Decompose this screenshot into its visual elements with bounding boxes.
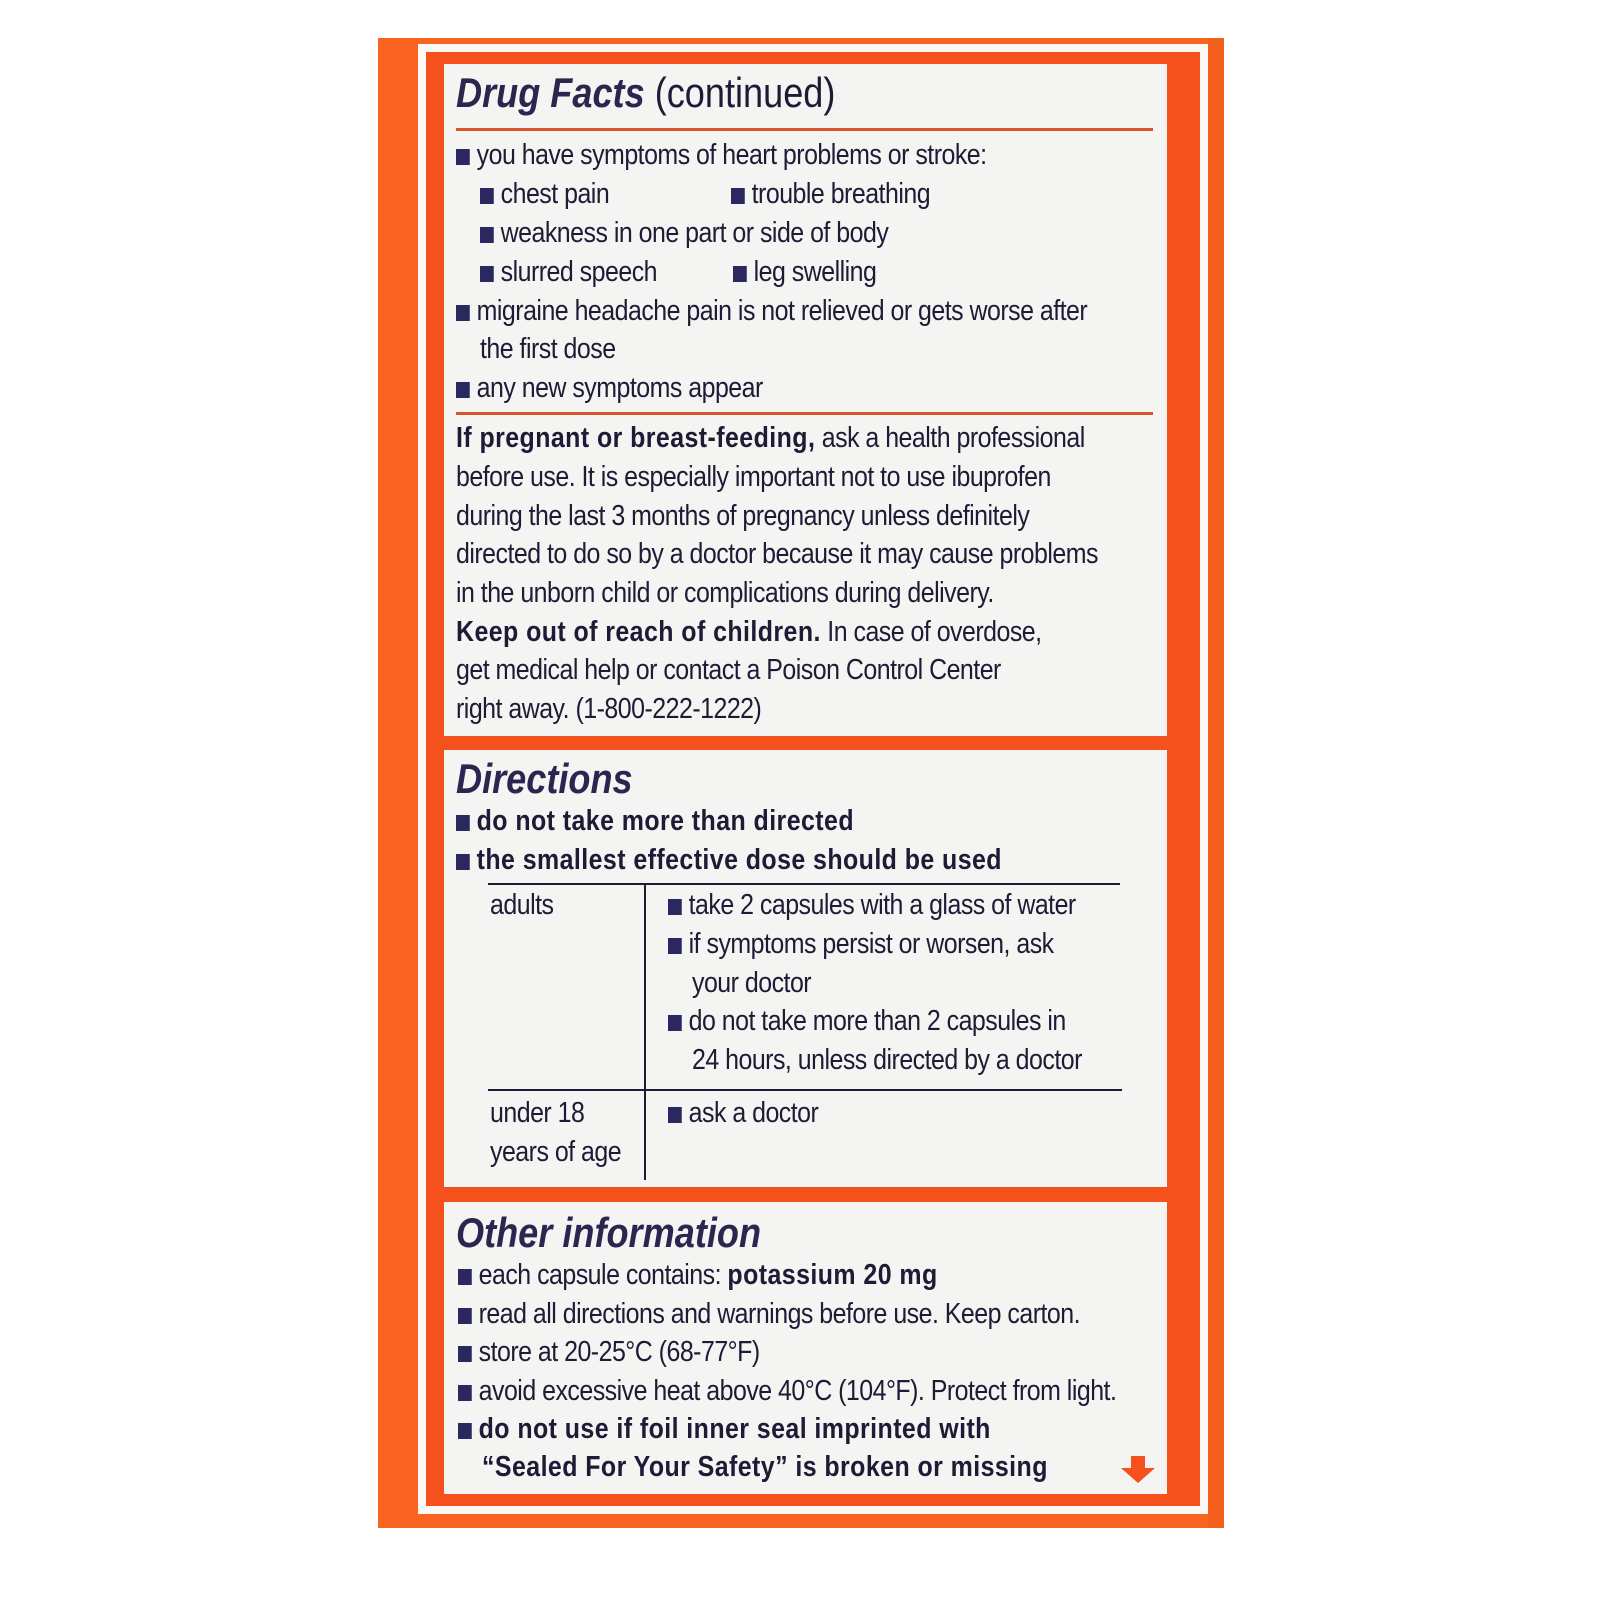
warning-item: you have symptoms of heart problems or stroke: [456,136,987,175]
keep-out-line: get medical help or contact a Poison Control Center [456,654,1001,686]
drug-facts-frame [426,52,1200,1506]
page-title [456,68,835,118]
square-bullet-icon [456,149,470,165]
square-bullet-icon [458,1346,472,1362]
warning-item-continued: the first dose [480,333,616,365]
warning-subitem: weakness in one part or side of body [480,214,888,253]
square-bullet-icon [458,1308,472,1324]
dosage-row-label-adults: adults [490,889,554,921]
warnings-panel [444,64,1167,736]
square-bullet-icon [668,899,682,915]
dosage-item: do not take more than 2 capsules in [668,1002,1066,1041]
other-info-item: each capsule contains: potassium 20 mg [458,1256,938,1295]
warning-subitem: leg swelling [733,253,876,292]
down-arrow-icon [1120,1456,1156,1484]
other-info-item: avoid excessive heat above 40°C (104°F). Protect from light. [458,1372,1116,1411]
title-drug-facts: Drug Facts [456,69,645,116]
keep-out-warning: Keep out of reach of children. In case of overdose, [456,616,1042,648]
square-bullet-icon [456,815,470,831]
square-bullet-icon [456,305,470,321]
square-bullet-icon [456,382,470,398]
table-column-divider [644,883,646,1180]
pregnancy-warning: If pregnant or breast-feeding, ask a health professional [456,422,1085,454]
square-bullet-icon [458,1385,472,1401]
other-info-item: read all directions and warnings before use. Keep carton. [458,1295,1080,1334]
other-information-title: Other information [456,1209,762,1256]
square-bullet-icon [480,227,494,243]
square-bullet-icon [480,266,494,282]
warning-item: any new symptoms appear [456,369,763,408]
dosage-item-continued: 24 hours, unless directed by a doctor [692,1044,1082,1076]
warning-subitem: trouble breathing [731,175,930,214]
square-bullet-icon [668,938,682,954]
square-bullet-icon [731,188,745,204]
square-bullet-icon [668,1015,682,1031]
pregnancy-line: in the unborn child or complications during delivery. [456,577,994,609]
table-row-divider [488,1089,1122,1091]
dosage-item: take 2 capsules with a glass of water [668,886,1076,925]
other-info-item-seal-warning: do not use if foil inner seal imprinted with [458,1410,991,1449]
table-top-rule [488,883,1120,885]
drug-facts-carton [378,38,1224,1528]
pregnancy-line: before use. It is especially important not to use ibuprofen [456,461,1051,493]
square-bullet-icon [458,1423,472,1439]
direction-bullet: do not take more than directed [456,802,854,841]
poison-control-phone: right away. (1-800-222-1222) [456,693,762,725]
square-bullet-icon [668,1107,682,1123]
pregnancy-line: during the last 3 months of pregnancy unless definitely [456,500,1030,532]
title-continued: (continued) [654,69,836,116]
other-info-item: store at 20-25°C (68-77°F) [458,1333,760,1372]
square-bullet-icon [458,1269,472,1285]
dosage-item: ask a doctor [668,1094,818,1133]
dosage-row-label-under-18-cont: years of age [490,1136,622,1168]
square-bullet-icon [733,266,747,282]
square-bullet-icon [456,854,470,870]
directions-title: Directions [456,755,633,802]
section-rule [456,412,1153,415]
dosage-row-label-under-18: under 18 [490,1097,585,1129]
warning-subitem: slurred speech [480,253,657,292]
pregnancy-line: directed to do so by a doctor because it may cause problems [456,538,1098,570]
square-bullet-icon [480,188,494,204]
dosage-item: if symptoms persist or worsen, ask [668,925,1054,964]
dosage-item-continued: your doctor [692,967,812,999]
carton-edge [1208,38,1224,1528]
section-rule [456,128,1153,131]
other-information-panel [444,1202,1167,1494]
warning-subitem: chest pain [480,175,609,214]
direction-bullet: the smallest effective dose should be used [456,841,1002,880]
seal-warning-continued: “Sealed For Your Safety” is broken or missing [482,1451,1048,1483]
directions-panel [444,750,1167,1187]
warning-item: migraine headache pain is not relieved or gets worse after [456,292,1087,331]
